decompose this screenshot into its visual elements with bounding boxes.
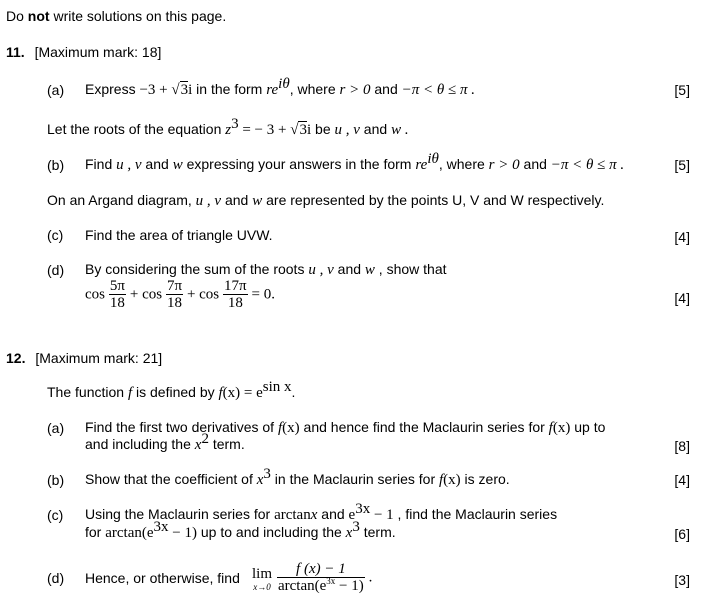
q12-part-c-line2: for $\arctan(e^{3x} - 1)$ up to and including the $x^3$ term.: [85, 519, 396, 541]
q12-part-a-line1: Find the first two derivatives of f(x) and hence find the Maclaurin series for f(x) up to: [85, 419, 606, 436]
q12-part-b-text: Show that the coefficient of $x^3$ in the Maclaurin series for f(x) is zero.: [85, 466, 510, 488]
q11-argand-statement: On an Argand diagram, u , v and w are represented by the points U, V and W respectively.: [47, 192, 605, 209]
q11-part-a-text: Express −3 + √3i in the form $re^{i\theta}$, where r > 0 and −π < θ ≤ π .: [85, 76, 476, 98]
q12-part-a-label: (a): [47, 420, 65, 436]
question-number: 11.: [6, 44, 25, 60]
maximum-mark: [Maximum mark: 18]: [34, 44, 162, 60]
q12-part-b-label: (b): [47, 472, 65, 488]
q12-d-fraction: $\frac{f (x) - 1}{\arctan(e^{3x} - 1)}$ .: [278, 561, 373, 594]
q11-d-equation: cos $\frac{5\pi}{18}$ + cos $\frac{7\pi}{18}$ + cos $\frac{17\pi}{18}$ = 0.: [85, 278, 275, 311]
page-instruction: [6, 8, 226, 24]
q11-part-c-text: Find the area of triangle UVW.: [85, 227, 273, 243]
instruction-emphasis: not: [27, 8, 50, 24]
q11-part-d-text: By considering the sum of the roots u , v and w , show that: [85, 261, 447, 278]
q12-part-c-line1: Using the Maclaurin series for arctanx and $e^{3x} - 1$ , find the Maclaurin series: [85, 501, 558, 523]
q12-b-marks: [4]: [674, 472, 690, 488]
q12-d-marks: [3]: [674, 572, 690, 588]
instruction-text: Do: [6, 8, 28, 24]
question-11-header: [6, 44, 161, 60]
q11-part-d-label: (d): [47, 262, 65, 278]
q11-b-marks: [5]: [674, 157, 690, 173]
q12-part-c-label: (c): [47, 507, 64, 523]
q12-a-marks: [8]: [674, 438, 690, 454]
question-12-header: [6, 350, 162, 366]
q12-part-d-text: Hence, or otherwise, find: [85, 570, 240, 586]
maximum-mark: [Maximum mark: 21]: [35, 350, 163, 366]
q12-intro: The function f is defined by $f(x) = e^{sin x}$.: [47, 379, 296, 401]
q12-part-d-label: (d): [47, 570, 65, 586]
q11-part-b-text: Find u , v and w expressing your answers in the form $re^{i\theta}$, where r > 0 and −π < θ ≤ π .: [85, 151, 625, 173]
q11-roots-statement: Let the roots of the equation $z^3$ = − 3 + √3i be u , v and w .: [47, 116, 409, 138]
q12-part-a-line2: and including the $x^2$ term.: [85, 431, 245, 453]
q11-c-marks: [4]: [674, 229, 690, 245]
q11-d-marks: [4]: [674, 290, 690, 306]
q12-c-marks: [6]: [674, 526, 690, 542]
q11-part-a-label: (a): [47, 82, 65, 98]
q12-d-limit: lim x→0: [252, 566, 273, 592]
question-number: 12.: [6, 350, 26, 366]
q11-part-c-label: (c): [47, 227, 64, 243]
q11-a-marks: [5]: [674, 82, 690, 98]
q11-part-b-label: (b): [47, 157, 65, 173]
instruction-text: write solutions on this page.: [49, 8, 227, 24]
